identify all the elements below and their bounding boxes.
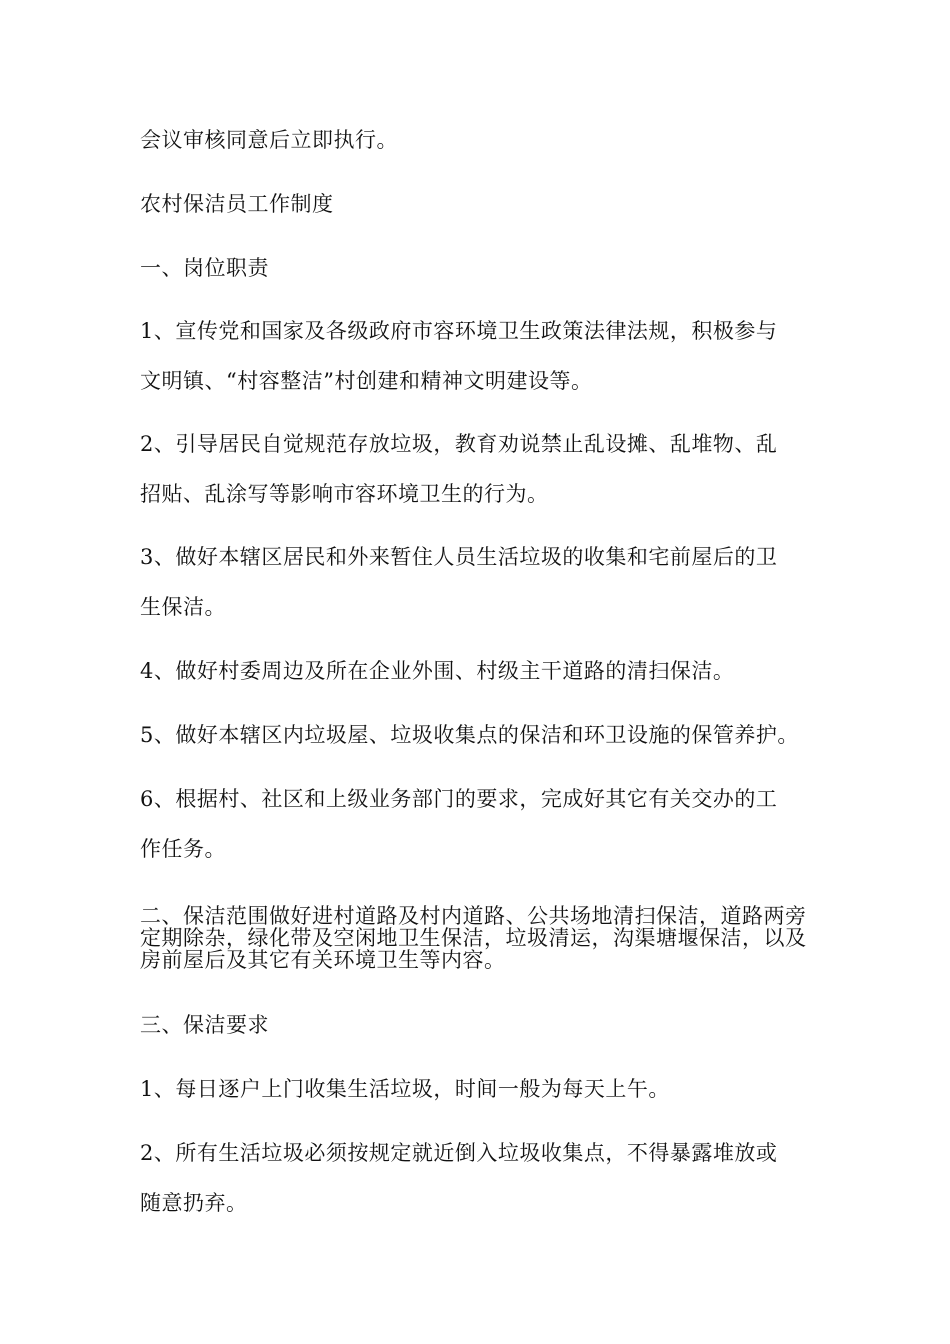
text-line: 随意扔弃。 (140, 1191, 248, 1215)
text-line: 6、根据村、社区和上级业务部门的要求，完成好其它有关交办的工 (140, 787, 778, 811)
text-line: 4、做好村委周边及所在企业外围、村级主干道路的清扫保洁。 (140, 659, 735, 683)
text-line: 5、做好本辖区内垃圾屋、垃圾收集点的保洁和环卫设施的保管养护。 (140, 723, 799, 747)
text-line: 1、宣传党和国家及各级政府市容环境卫生政策法律法规，积极参与 (140, 319, 778, 343)
text-line: 3、做好本辖区居民和外来暂住人员生活垃圾的收集和宅前屋后的卫 (140, 545, 778, 569)
text-line: 1、每日逐户上门收集生活垃圾，时间一般为每天上午。 (140, 1077, 670, 1101)
heading-requirements: 三、保洁要求 (140, 1013, 269, 1037)
heading-duties: 一、岗位职责 (140, 256, 269, 280)
paragraph-cleaning-scope: 二、保洁范围做好进村道路及村内道路、公共场地清扫保洁，道路两旁定期除杂，绿化带及空闲地卫生保洁，垃圾清运，沟渠塘堰保洁，以及房前屋后及其它有关环境卫生等内容。 (140, 904, 807, 972)
section-title: 农村保洁员工作制度 (140, 192, 334, 216)
text-line: 招贴、乱涂写等影响市容环境卫生的行为。 (140, 482, 549, 506)
text-line: 会议审核同意后立即执行。 (140, 128, 398, 152)
text-line: 作任务。 (140, 837, 226, 861)
text-line: 生保洁。 (140, 595, 226, 619)
text-line: 2、引导居民自觉规范存放垃圾，教育劝说禁止乱设摊、乱堆物、乱 (140, 432, 778, 456)
text-line: 2、所有生活垃圾必须按规定就近倒入垃圾收集点，不得暴露堆放或 (140, 1141, 778, 1165)
text-line: 文明镇、“村容整洁”村创建和精神文明建设等。 (140, 369, 593, 393)
